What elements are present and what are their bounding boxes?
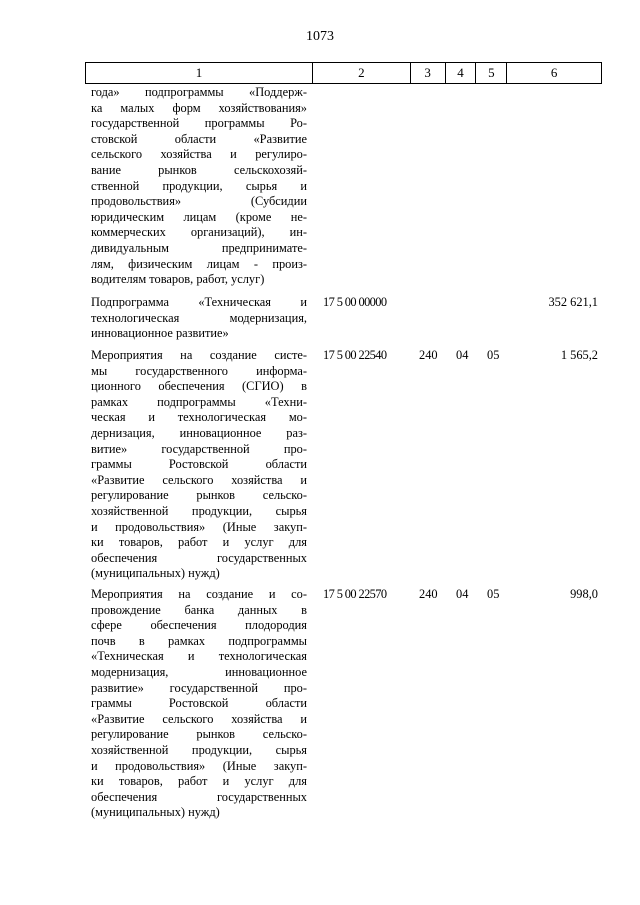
description-line: Мероприятия на создание и со- <box>91 587 307 601</box>
description-line: государственной программы Ро- <box>91 116 307 131</box>
description-line: дивидуальным предпринимате- <box>91 240 307 255</box>
expense-type-code: 240 <box>419 587 438 601</box>
header-col-5: 5 <box>476 63 507 83</box>
target-article-code: 17 5 00 22570 <box>323 587 387 601</box>
page-number: 1073 <box>306 29 334 44</box>
description-line: технологическая модернизация, <box>91 310 307 325</box>
description-line: стовской области «Развитие <box>91 131 307 146</box>
description-line: ка малых форм хозяйствования» <box>91 100 307 115</box>
description-line: (муниципальных) нужд) <box>91 805 220 820</box>
description-line: ственной продукции, сырья и <box>91 178 307 193</box>
description-line: инновационное развитие» <box>91 326 229 341</box>
target-article-code: 17 5 00 22540 <box>323 348 387 362</box>
description-line: регулирование рынков сельско- <box>91 488 307 503</box>
description-line: обеспечения государственных <box>91 789 307 804</box>
description-line: граммы Ростовской области <box>91 696 307 711</box>
description-line: граммы Ростовской области <box>91 457 307 472</box>
description-line: продовольствия» (Субсидии <box>91 194 307 209</box>
amount: 352 621,1 <box>548 295 598 309</box>
description-line: Мероприятия на создание систе- <box>91 348 307 362</box>
description-line: вание рынков сельскохозяй- <box>91 162 307 177</box>
description-line: коммерческих организаций), ин- <box>91 225 307 240</box>
description-line: ки товаров, работ и услуг для <box>91 774 307 789</box>
header-col-1: 1 <box>86 63 313 83</box>
description-line: мы государственного информа- <box>91 363 307 378</box>
description-line: «Развитие сельского хозяйства и <box>91 472 307 487</box>
description-line: хозяйственной продукции, сырья <box>91 742 307 757</box>
table-header <box>85 62 602 84</box>
subsection-code: 05 <box>487 348 500 362</box>
subsection-code: 05 <box>487 587 500 601</box>
description-line: водителям товаров, работ, услуг) <box>91 272 265 287</box>
amount: 1 565,2 <box>560 348 598 362</box>
table-row-description <box>91 587 307 821</box>
description-line: Подпрограмма «Техническая и <box>91 295 307 309</box>
description-line: лям, физическим лицам - произ- <box>91 256 307 271</box>
description-line: модернизация, инновационное <box>91 664 307 679</box>
target-article-code: 17 5 00 00000 <box>323 295 387 309</box>
header-col-4: 4 <box>446 63 477 83</box>
description-line: года» подпрограммы «Поддерж- <box>91 85 307 99</box>
description-line: развитие» государственной про- <box>91 680 307 695</box>
description-line: почв в рамках подпрограммы <box>91 633 307 648</box>
description-line: «Техническая и технологическая <box>91 649 307 664</box>
description-line: ческая и технологическая мо- <box>91 410 307 425</box>
description-line: обеспечения государственных <box>91 550 307 565</box>
section-code: 04 <box>456 348 469 362</box>
description-line: ки товаров, работ и услуг для <box>91 535 307 550</box>
description-line: «Развитие сельского хозяйства и <box>91 711 307 726</box>
description-line: и продовольствия» (Иные закуп- <box>91 758 307 773</box>
description-line: провождение банка данных в <box>91 602 307 617</box>
description-line: дернизация, инновационное раз- <box>91 425 307 440</box>
description-line: и продовольствия» (Иные закуп- <box>91 519 307 534</box>
description-line: сфере обеспечения плодородия <box>91 618 307 633</box>
description-line: (муниципальных) нужд) <box>91 566 220 581</box>
header-col-3: 3 <box>411 63 446 83</box>
header-col-6: 6 <box>550 65 558 80</box>
description-line: регулирование рынков сельско- <box>91 727 307 742</box>
table-row-description <box>91 295 307 342</box>
expense-type-code: 240 <box>419 348 438 362</box>
table-row-description <box>91 348 307 582</box>
description-line: ционного обеспечения (СГИО) в <box>91 379 307 394</box>
description-line: сельского хозяйства и регулиро- <box>91 147 307 162</box>
description-line: юридическим лицам (кроме не- <box>91 209 307 224</box>
description-line: рамках подпрограммы «Техни- <box>91 394 307 409</box>
header-col-2: 2 <box>313 63 411 83</box>
description-line: хозяйственной продукции, сырья <box>91 503 307 518</box>
section-code: 04 <box>456 587 469 601</box>
description-line: витие» государственной про- <box>91 441 307 456</box>
table-row-description <box>91 85 307 288</box>
amount: 998,0 <box>570 587 598 601</box>
